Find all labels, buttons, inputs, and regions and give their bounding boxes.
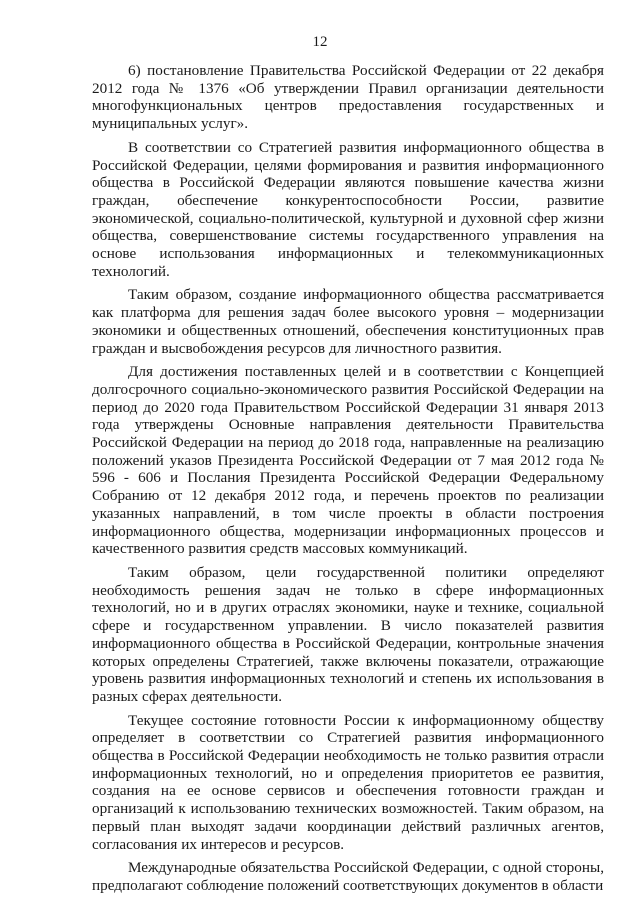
paragraph-item-6: 6) постановление Правительства Российской Федерации от 22 декабря 2012 года № 1376 «Об утверждении Правил организации деятельности многофункциональных центров предоставления государственных и муниципальных услуг». (92, 62, 604, 133)
document-body (92, 62, 604, 901)
paragraph-current-state: Текущее состояние готовности России к информационному обществу определяет в соответствии со Стратегией развития информационного общества в Российской Федерации необходимость не только развития отрасли информационных технологий, но и определения приоритетов ее развития, создания на ее основе сервисов и обеспечения готовности граждан и организаций к использованию технических возможностей. Таким образом, на первый план выходят задачи координации действий различных агентов, согласования их интересов и ресурсов. (92, 711, 604, 853)
paragraph-strategy-goals: В соответствии со Стратегией развития информационного общества в Российской Федерации, целями формирования и развития информационного общества в Российской Федерации являются повышение качества жизни граждан, обеспечение конкурентоспособности России, развитие экономической, социально-политической, культурной и духовной сфер жизни общества, совершенствование системы государственного управления на основе использования информационных и телекоммуникационных технологий. (92, 138, 604, 280)
paragraph-policy-goals: Таким образом, цели государственной политики определяют необходимость решения задач не только в сфере информационных технологий, но и в других отраслях экономики, науке и технике, социальной сфере и государственном управлении. В число показателей развития информационного общества в Российской Федерации, контрольные значения которых определены Стратегией, также включены показатели, отражающие уровень развития информационных технологий и степень их использования в разных сферах деятельности. (92, 563, 604, 705)
paragraph-information-society: Таким образом, создание информационного общества рассматривается как платформа для решения задач более высокого уровня – модернизации экономики и общественных отношений, обеспечения конституционных прав граждан и высвобождения ресурсов для личностного развития. (92, 286, 604, 357)
paragraph-goals-achievement: Для достижения поставленных целей и в соответствии с Концепцией долгосрочного социально-экономического развития Российской Федерации на период до 2020 года Правительством Российской Федерации 31 января 2013 года утверждены Основные направления деятельности Правительства Российской Федерации на период до 2018 года, направленные на реализацию положений указов Президента Российской Федерации от 7 мая 2012 года № 596 - 606 и Послания Президента Российской Федерации Федеральному Собранию от 12 декабря 2012 года, и перечень проектов по реализации указанных направлений, в том числе проекты в области построения информационного общества, модернизации информационных процессов и качественного развития средств массовых коммуникаций. (92, 363, 604, 558)
paragraph-international-obligations: Международные обязательства Российской Федерации, с одной стороны, предполагают соблюдение положений соответствующих документов в области (92, 859, 604, 894)
page-number: 12 (312, 34, 328, 50)
